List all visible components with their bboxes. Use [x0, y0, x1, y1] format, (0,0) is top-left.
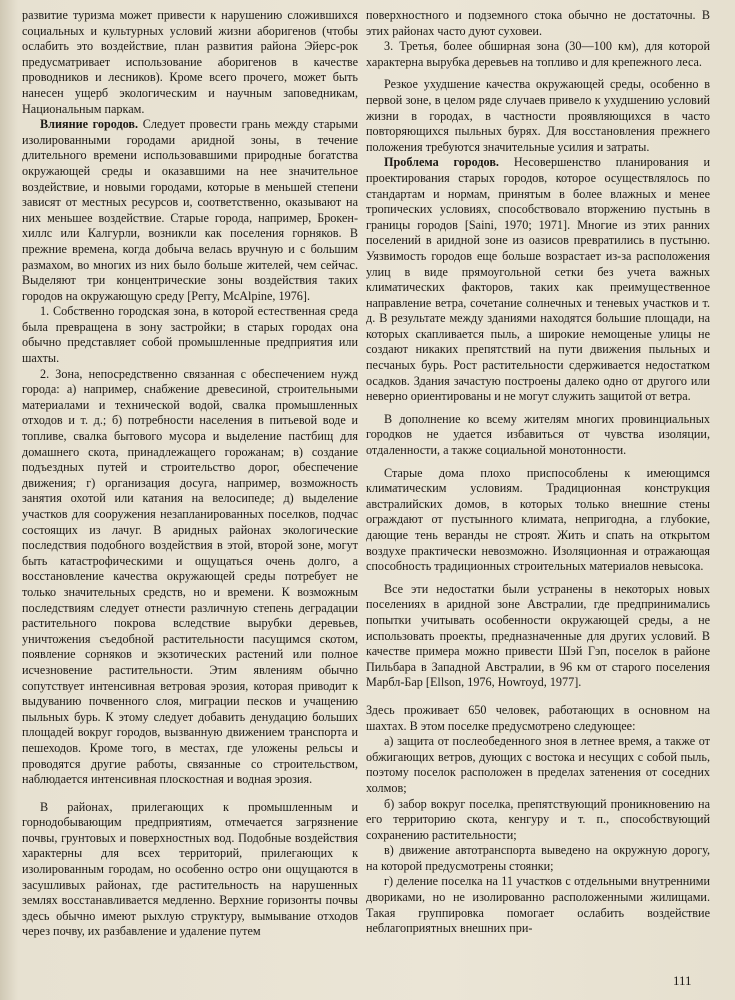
paragraph: поверхностного и подземного стока обычно не достаточны. В этих районах часто дуют суховеи. — [366, 8, 710, 38]
paragraph-text: Несовершенство планирования и проектирования старых городов, которое осуществлялось по стандартам и нормам, принятым в более влажных и менее тропических условиях, способствовало вторжению пустынь в границы городов [Saini, 1970; 1971]. Многие из этих ранних поселений в аридной зоне из оазисов превратились в пустыню. Уязвимость городов еще больше возрастает из-за расположения улиц в виде прямоугольной сетки без учета важных климатических факторов, таких как преимущественное направление ветра, сочетание солнечных и теневых участков и т. д. В результате между зданиями находятся большие площади, на которых скапливается пыль, а широкие немощеные улицы не создают никаких препятствий на пути движения пыльных и песчаных бурь. Рост растительности сдерживается недостатком осадков. Здания зачастую построены далеко одно от другого или неверно ориентированы и не могут служить защитой от ветра. — [366, 155, 710, 404]
paragraph-urban-impact — [22, 117, 358, 304]
right-column — [366, 8, 710, 937]
paragraph: 2. Зона, непосредственно связанная с обеспечением нужд города: а) например, снабжение древесиной, строительными материалами и технической водой, свалка промышленных отходов и т. д.; б) потребности населения в питьевой воде и топливе, свалка бытового мусора и выделение пастбищ для домашнего скота, принадлежащего горожанам; в) создание подъездных путей и строительство дорог, обеспечение движения; г) организация досуга, например, возможность занятия охотой или катания на велосипеде; д) выделение участков для сооружения незапланированных поселков, подчас состоящих из лачуг. В аридных районах экологические последствия подобного воздействия в этой, второй зоне, могут быть катастрофическими и ощущаться очень долго, а восстановление качества окружающей среды потребует не только значительных средств, но и времени. К возможным последствиям следует отнести различную степень деградации растительного покрова вследствие вырубки деревьев, уничтожения съедобной растительности пасущимся скотом, появление сорняков и экзотических растений или полное исчезновение растительности. Этим явлениям обычно сопутствует интенсивная ветровая эрозия, которая приводит к выдуванию почвенного слоя, миграции песков и учащению пыльных бурь. К этому следует добавить денудацию больших площадей вокруг городов, вызванную движением транспорта и пешеходов. Кроме того, в местах, где уложены рельсы и проводятся другие работы, связанные со строительством, наблюдается интенсивная плоскостная и водная эрозия. — [22, 366, 358, 787]
paragraph: Здесь проживает 650 человек, работающих в основном на шахтах. В этом поселке предусмотрено следующее: — [366, 702, 710, 733]
list-item: в) движение автотранспорта выведено на окружную дорогу, на которой предусмотрены стоянки; — [366, 843, 710, 873]
paragraph: Старые дома плохо приспособлены к имеющимся климатическим условиям. Традиционная конструкция австралийских домов, в которых только внешние стены ограждают от пустынного климата, непригодна, а глубокие, дающие тень веранды не строят. Жить и спать на открытом воздухе практически невозможно. Изоляционная и отражающая способность традиционных строительных материалов невысока. — [366, 465, 710, 574]
paragraph: Резкое ухудшение качества окружающей среды, особенно в первой зоне, в целом ряде случаев привело к ухудшению условий жизни в городах, в частности проявляющихся в часто повторяющихся пыльных бурях. Для восстановления прежнего положения требуются значительные усилия и затраты. — [366, 77, 710, 154]
paragraph: Все эти недостатки были устранены в некоторых новых поселениях в аридной зоне Австралии, где предпринимались попытки учитывать особенности окружающей среды, а не использовать проекты, предназначенные для других условий. В качестве примера можно привести Шэй Гэп, поселок в районе Пильбара в Западной Австралии, в 96 км от старого поселения Марбл-Бар [Ellson, 1976, Howroyd, 1977]. — [366, 581, 710, 690]
list-item: а) защита от послеобеденного зноя в летнее время, а также от обжигающих ветров, дующих с востока и несущих с собой пыль, поэтому поселок расположен в пределах затенения от соседних холмов; — [366, 734, 710, 795]
paragraph: В дополнение ко всему жителям многих провинциальных городков не удается избавиться от чувства изоляции, отдаленности, а также социальной монотонности. — [366, 411, 710, 458]
list-item: б) забор вокруг поселка, препятствующий проникновению на его территорию скота, кенгуру и т. п., способствующий сохранению растительности; — [366, 796, 710, 842]
paragraph-text: Следует провести грань между старыми изолированными городами аридной зоны, в течение длительного времени использовавшими природные богатства окружающей среды и оказавшими на нее значительное воздействие, и новыми городами, которые в меньшей степени зависят от местных ресурсов и, соответственно, оказывают на них меньшее воздействие. Старые города, например, Брокен-хиллс или Калгурли, возникли как поселения горняков. В прежние времена, когда добыча велась вручную и с большим размахом, во многих из них было больше жителей, чем сейчас. Выделяют три концентрические зоны воздействия таких городов на окружающую среду [Perry, McAlpine, 1976]. — [22, 117, 359, 303]
paragraph: 1. Собственно городская зона, в которой естественная среда была превращена в зону застройки; в старых городах она обычно представляет собой промышленные предприятия или шахты. — [22, 304, 358, 366]
section-heading: Влияние городов. — [40, 117, 139, 132]
paragraph: В районах, прилегающих к промышленным и горнодобывающим предприятиям, отмечается загрязнение почвы, грунтовых и поверхностных вод. Подобные воздействия характерны для всех территорий, прилегающих к изолированным городам, но особенно остро они ощущаются в засушливых районах, где растительность на нарушенных землях восстанавливается медленно. Верхние горизонты почвы здесь обычно имеют рыхлую структуру, вымывание отходов через почву, их разбавление и удаление путем — [22, 799, 358, 939]
paragraph: развитие туризма может привести к нарушению сложившихся социальных и культурных условий жизни аборигенов (чтобы ослабить это воздействие, план развития района Эйерс-рок предусматривает использование аборигенов в качестве проводников и лесников). Кроме всего прочего, может быть нанесен ущерб экологическим и научным заповедникам, Национальным паркам. — [22, 8, 358, 116]
left-column — [22, 8, 358, 940]
paragraph: 3. Третья, более обширная зона (30—100 км), для которой характерна вырубка деревьев на топливо и для крепежного леса. — [366, 39, 710, 69]
list-item: г) деление поселка на 11 участков с отдельными внутренними двориками, но не изолированно расположенными жилищами. Такая группировка помогает ослабить воздействие неблагоприятных внешних при- — [366, 874, 710, 936]
section-heading: Проблема городов. — [384, 155, 499, 170]
page-number: 111 — [673, 973, 692, 988]
paragraph-city-problem — [366, 155, 710, 405]
